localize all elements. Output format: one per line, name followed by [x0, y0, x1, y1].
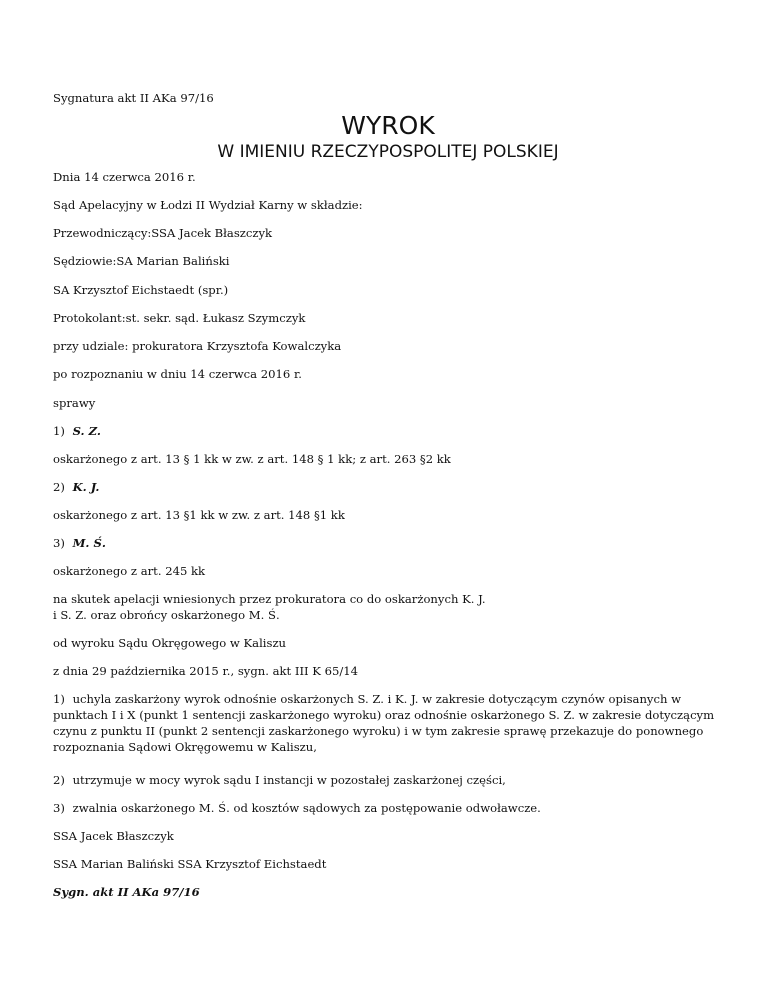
- prosecutor-line: przy udziale: prokuratora Krzysztofa Kowalczyka: [53, 339, 342, 353]
- appeal-line: i S. Z. oraz obrońcy oskarżonego M. Ś.: [53, 608, 280, 622]
- court-line: Sąd Apelacyjny w Łodzi II Wydział Karny w składzie:: [53, 198, 363, 212]
- judge2-line: SA Krzysztof Eichstaedt (spr.): [53, 283, 229, 297]
- defendant-name: S. Z.: [72, 424, 101, 438]
- case-signature: Sygnatura akt II AKa 97/16: [53, 91, 214, 105]
- ruling-number: 1): [53, 692, 65, 706]
- ruling-text: utrzymuje w mocy wyrok sądu I instancji w pozostałej zaskarżonej części,: [72, 773, 506, 787]
- chair-line: Przewodniczący:SSA Jacek Błaszczyk: [53, 226, 273, 240]
- document-subtitle: W IMIENIU RZECZYPOSPOLITEJ POLSKIEJ: [217, 142, 559, 162]
- reference-line: z dnia 29 października 2015 r., sygn. akt III K 65/14: [53, 664, 359, 678]
- defendant-charge: oskarżonego z art. 245 kk: [53, 564, 206, 578]
- ruling-item: [53, 800, 541, 816]
- document-title: WYROK: [341, 111, 435, 140]
- signature-line: SSA Marian Baliński SSA Krzysztof Eichstaedt: [53, 857, 327, 871]
- ruling-item: [53, 691, 723, 755]
- hearing-line: po rozpoznaniu w dniu 14 czerwca 2016 r.: [53, 367, 302, 381]
- defendant-number: 1): [53, 424, 65, 438]
- footer-signature: Sygn. akt II AKa 97/16: [53, 885, 200, 899]
- defendant-number: 3): [53, 536, 65, 550]
- case-word: sprawy: [53, 396, 96, 410]
- defendant-heading: [53, 535, 106, 551]
- defendant-name: K. J.: [72, 480, 100, 494]
- date-line: Dnia 14 czerwca 2016 r.: [53, 170, 196, 184]
- defendant-charge: oskarżonego z art. 13 § 1 kk w zw. z art. 148 § 1 kk; z art. 263 §2 kk: [53, 452, 451, 466]
- ruling-item: [53, 772, 506, 788]
- defendant-heading: [53, 423, 101, 439]
- defendant-name: M. Ś.: [72, 536, 106, 550]
- judges-line: Sędziowie:SA Marian Baliński: [53, 254, 230, 268]
- defendant-charge: oskarżonego z art. 13 §1 kk w zw. z art. 148 §1 kk: [53, 508, 345, 522]
- appealed-judgment-line: od wyroku Sądu Okręgowego w Kaliszu: [53, 636, 287, 650]
- ruling-number: 2): [53, 773, 65, 787]
- clerk-line: Protokolant:st. sekr. sąd. Łukasz Szymczyk: [53, 311, 306, 325]
- ruling-text: zwalnia oskarżonego M. Ś. od kosztów sądowych za postępowanie odwoławcze.: [72, 801, 541, 815]
- defendant-number: 2): [53, 480, 65, 494]
- signature-line: SSA Jacek Błaszczyk: [53, 829, 174, 843]
- defendant-heading: [53, 479, 99, 495]
- ruling-text: uchyla zaskarżony wyrok odnośnie oskarżonych S. Z. i K. J. w zakresie dotyczącym czynów opisanych w punktach I i X (punkt 1 sentencji zaskarżonego wyroku) oraz odnośnie oskarżonego S. Z. w zakresie dotyczącym czynu z punktu II (punkt 2 sentencji zaskarżonego wyroku) i w tym zakresie sprawę przekazuje do ponownego rozpoznania Sądowi Okręgowemu w Kaliszu,: [53, 692, 715, 754]
- appeal-line: na skutek apelacji wniesionych przez prokuratora co do oskarżonych K. J.: [53, 592, 486, 606]
- ruling-number: 3): [53, 801, 65, 815]
